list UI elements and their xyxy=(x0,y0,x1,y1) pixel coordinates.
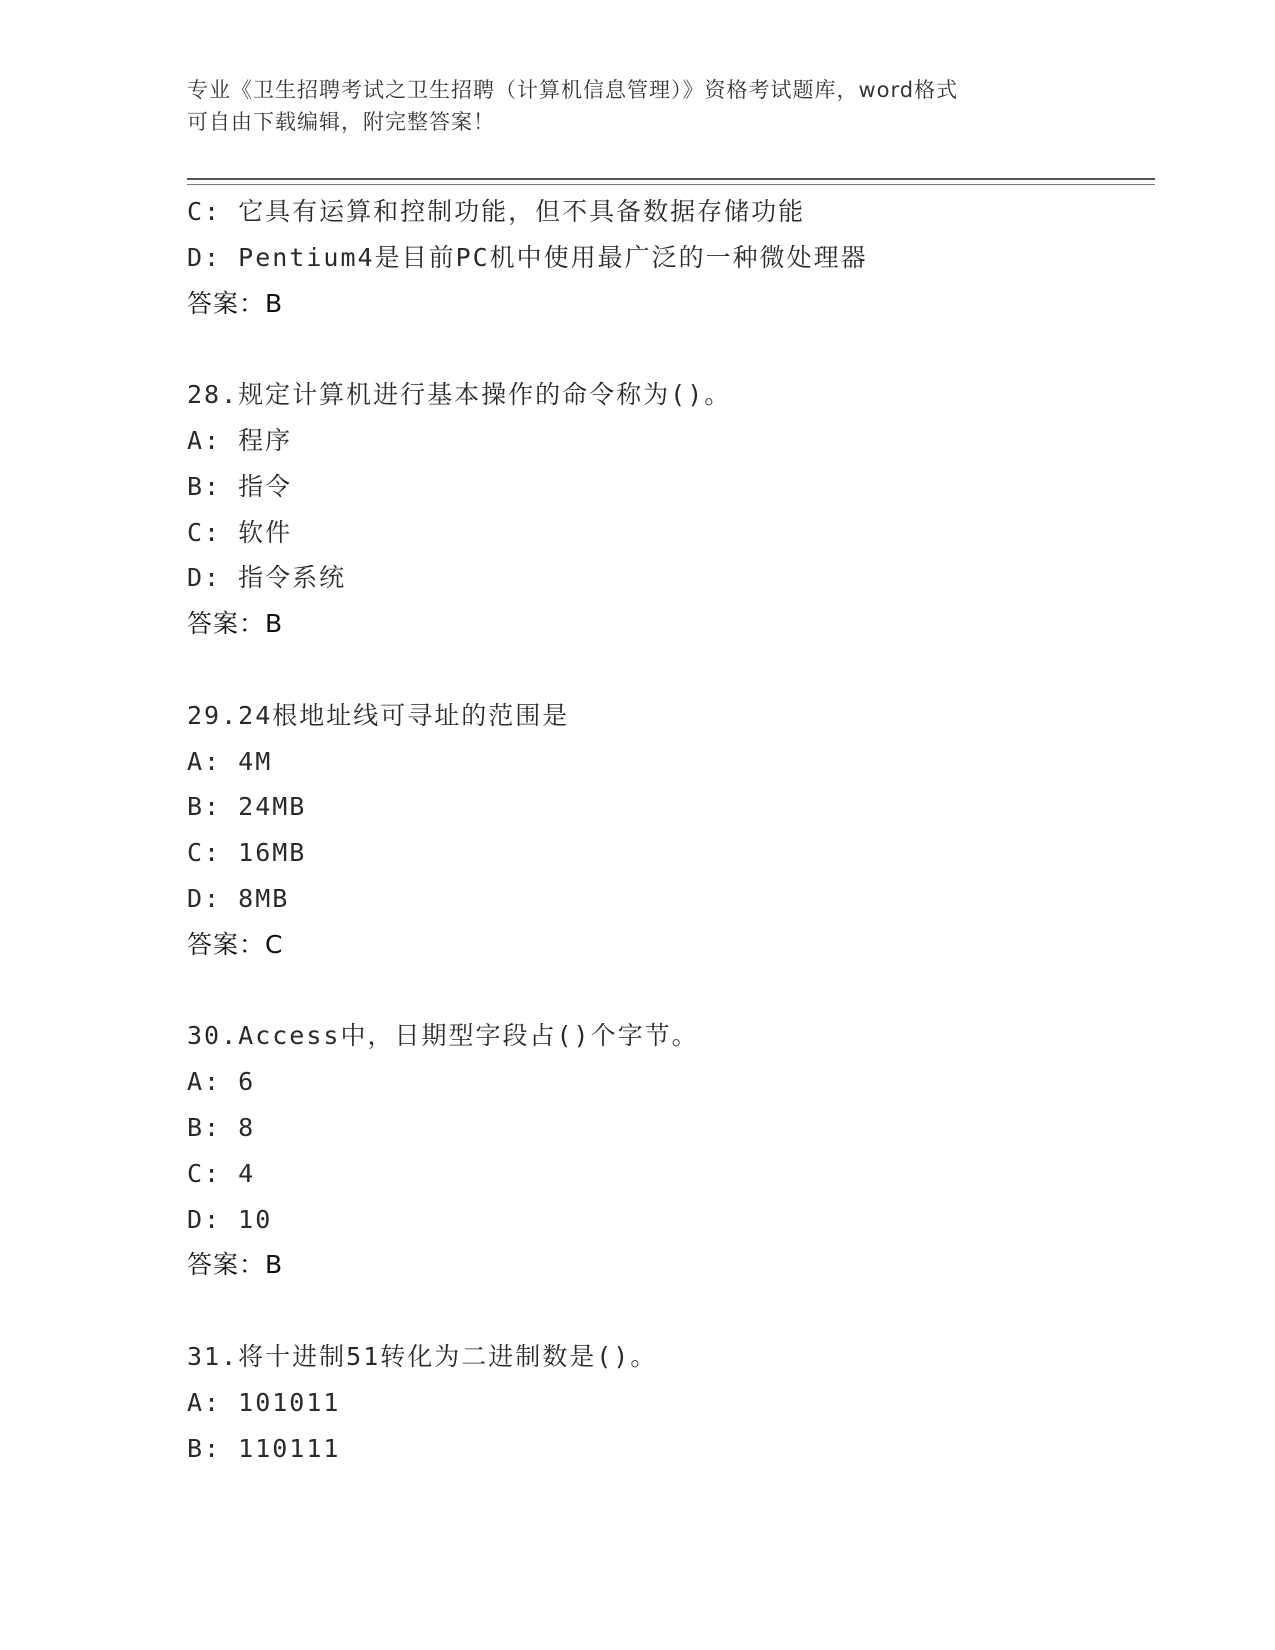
q30-option-d: D: 10 xyxy=(187,1204,273,1234)
q28-option-c: C: 软件 xyxy=(187,517,293,547)
question-30 xyxy=(187,1013,1155,1288)
spacer xyxy=(187,968,1155,1014)
q29-option-a: A: 4M xyxy=(187,746,273,776)
header-divider-thick xyxy=(187,178,1155,180)
q28-option-d: D: 指令系统 xyxy=(187,563,347,593)
spacer xyxy=(187,647,1155,693)
q31-option-a: A: 101011 xyxy=(187,1387,341,1417)
q28-option-b: B: 指令 xyxy=(187,471,293,501)
header-line-1: 专业《卫生招聘考试之卫生招聘（计算机信息管理）》资格考试题库，word格式 xyxy=(187,78,959,102)
question-29 xyxy=(187,693,1155,968)
q30-option-c: C: 4 xyxy=(187,1158,256,1188)
q29-answer: 答案：C xyxy=(187,929,284,959)
question-31 xyxy=(187,1334,1155,1471)
q30-answer: 答案：B xyxy=(187,1250,284,1280)
q28-answer: 答案：B xyxy=(187,609,284,639)
question-list xyxy=(187,189,1155,1471)
q29-option-c: C: 16MB xyxy=(187,838,307,868)
q28-stem: 28.规定计算机进行基本操作的命令称为()。 xyxy=(187,380,732,410)
q30-option-b: B: 8 xyxy=(187,1112,256,1142)
header-line-2: 可自由下载编辑，附完整答案！ xyxy=(187,110,495,134)
q27-answer: 答案：B xyxy=(187,288,284,318)
header-divider-thin xyxy=(187,184,1155,185)
q27-option-d: D: Pentium4是目前PC机中使用最广泛的一种微处理器 xyxy=(187,242,868,272)
q30-option-a: A: 6 xyxy=(187,1067,256,1097)
q31-option-b: B: 110111 xyxy=(187,1433,341,1463)
question-27 xyxy=(187,189,1155,326)
q27-option-c: C: 它具有运算和控制功能，但不具备数据存储功能 xyxy=(187,197,806,226)
spacer xyxy=(187,326,1155,372)
question-28 xyxy=(187,372,1155,647)
q29-option-d: D: 8MB xyxy=(187,883,290,913)
q28-option-a: A: 程序 xyxy=(187,425,293,455)
spacer xyxy=(187,1288,1155,1334)
q29-stem: 29.24根地址线可寻址的范围是 xyxy=(187,700,570,730)
document-header xyxy=(187,74,1087,138)
q30-stem: 30.Access中，日期型字段占()个字节。 xyxy=(187,1021,699,1051)
q29-option-b: B: 24MB xyxy=(187,792,307,822)
q31-stem: 31.将十进制51转化为二进制数是()。 xyxy=(187,1341,658,1371)
